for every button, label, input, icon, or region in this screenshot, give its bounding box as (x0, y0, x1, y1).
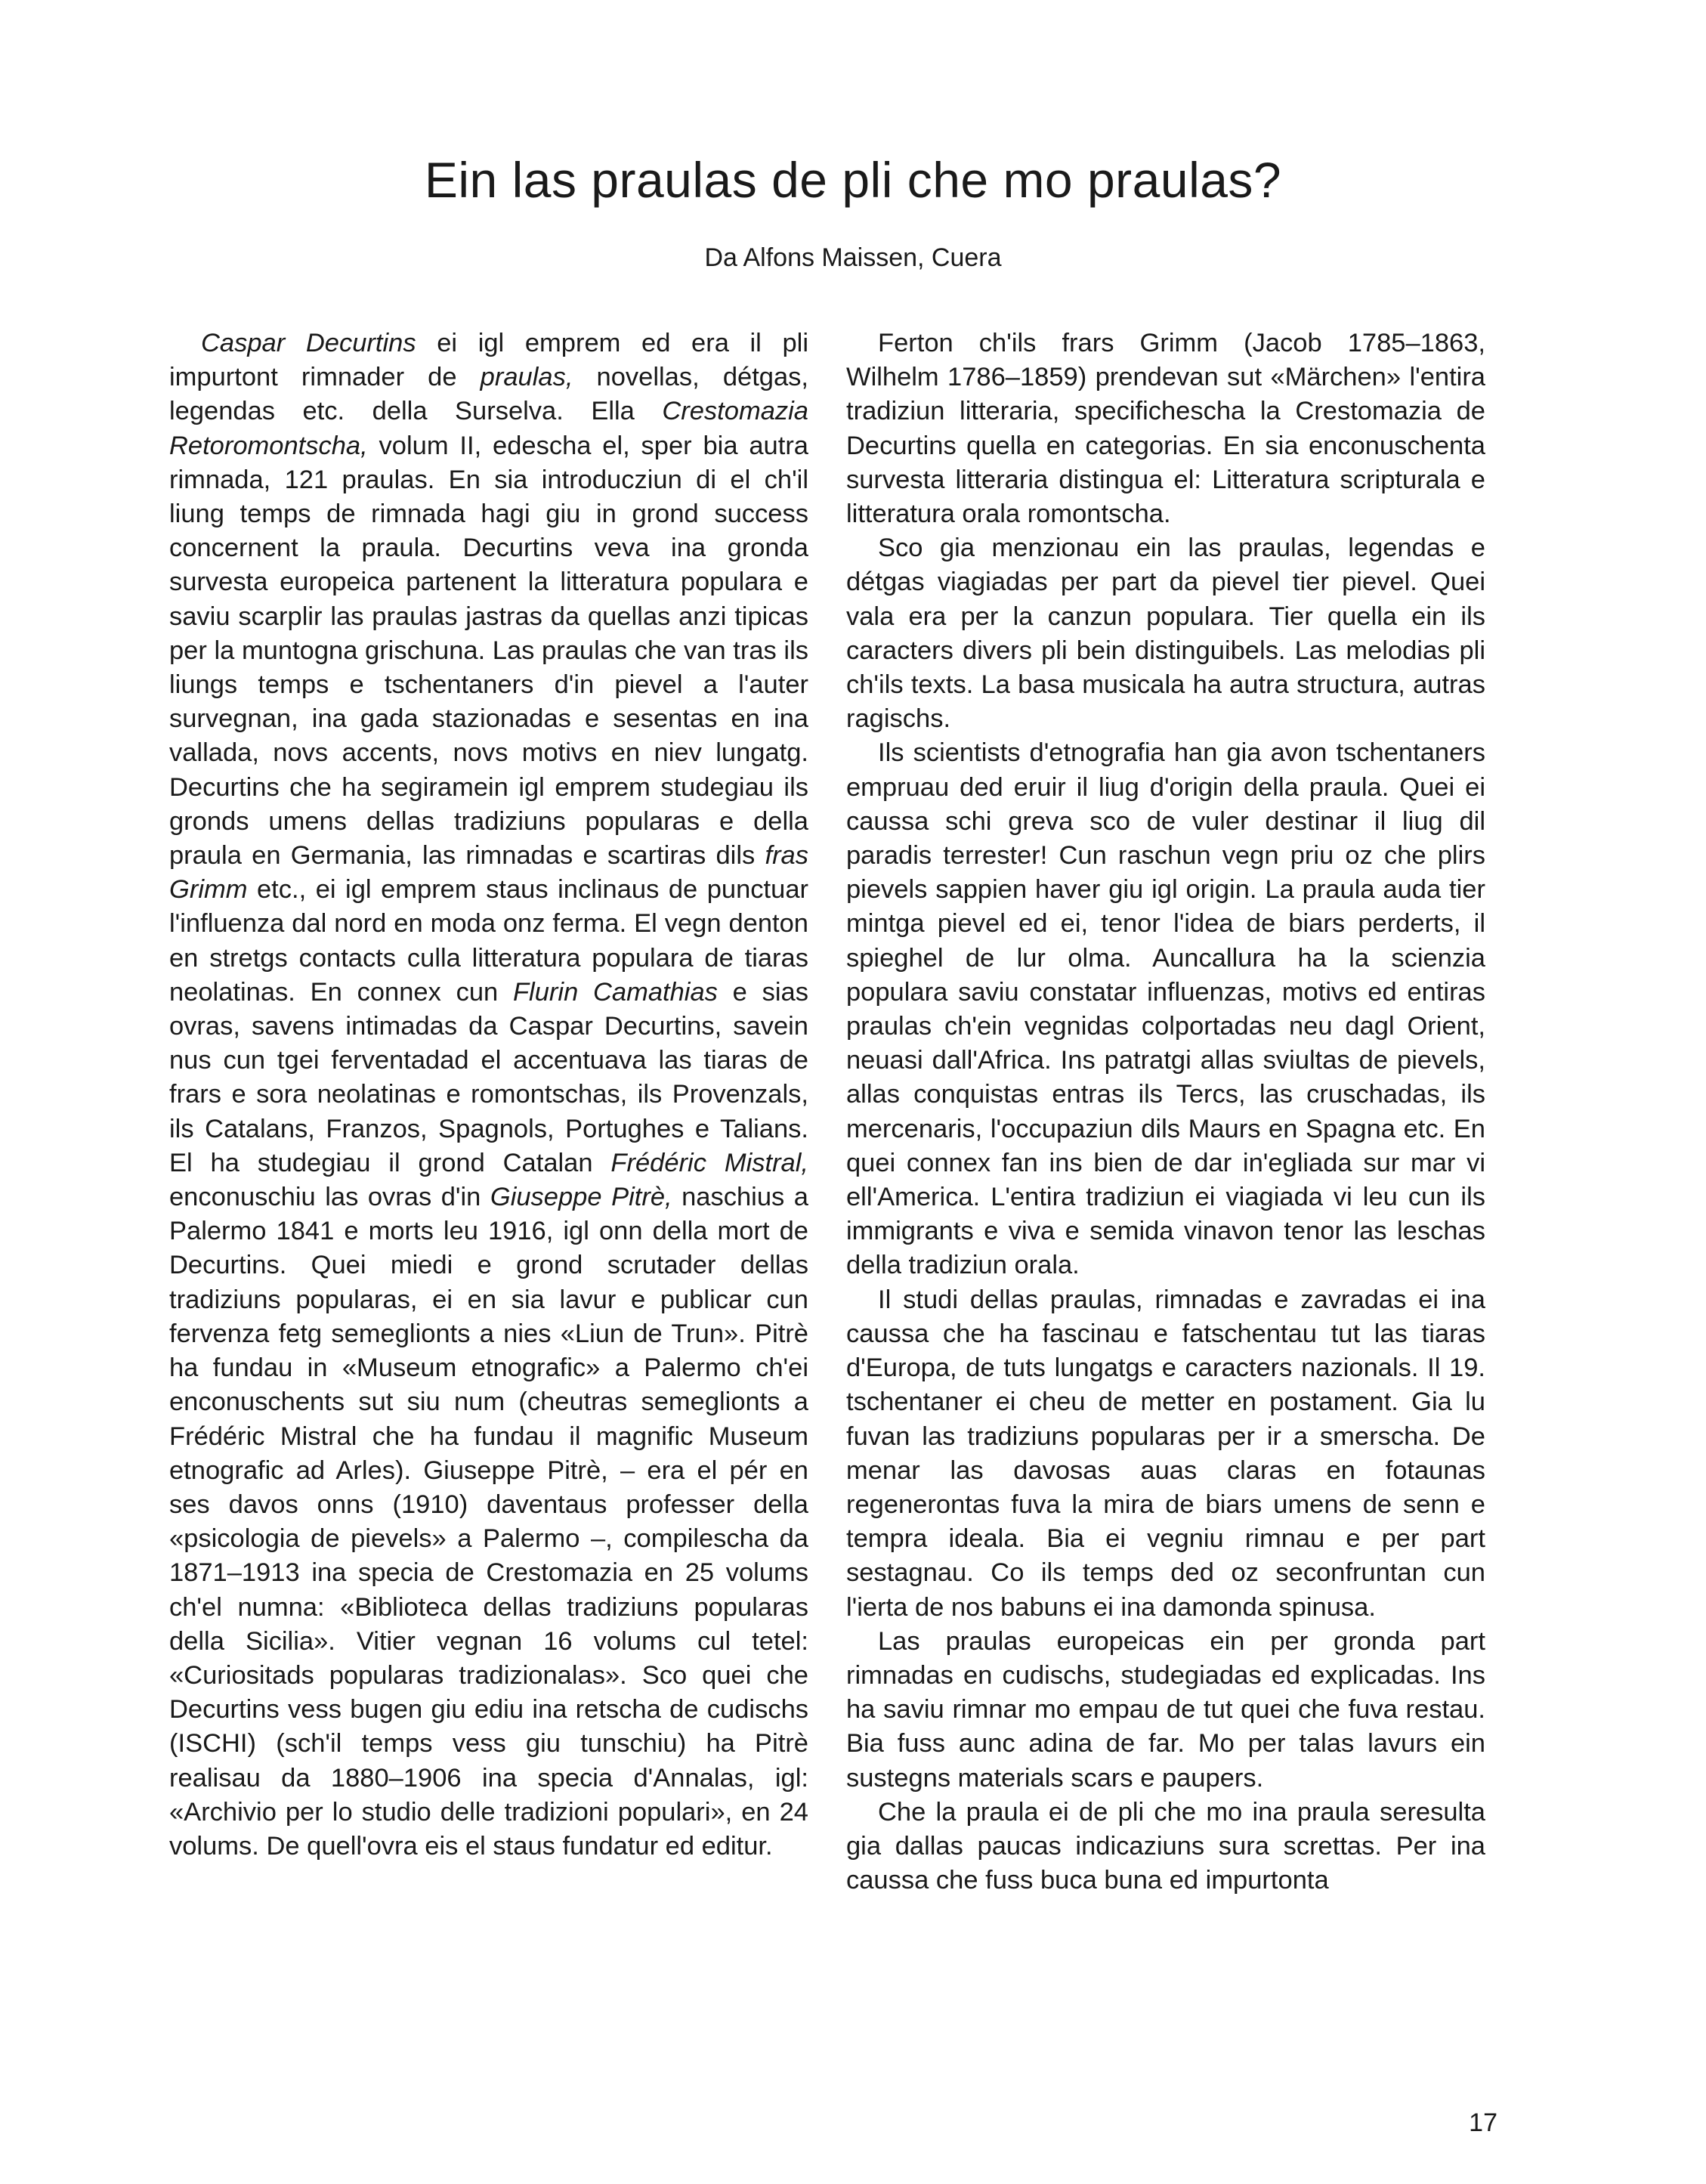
right-paragraph-3: Ils scientists d'etnografia han gia avon tschentaners empruau ded eruir il liug d'origin della praula. Quei ei caussa schi greva sco de vuler destinar il liug dil paradis terrester! Cun raschun vegn priu oz che plirs pievels sappien haver giu igl origin. La praula auda tier mintga pievel ed ei, tenor l'idea de biars perderts, il spieghel de lur olma. Auncallura ha la scienzia populara saviu constatar influenzas, motivs ed entiras praulas ch'ein vegnidas colportadas neu dagl Orient, neuasi dall'Africa. Ins patratgi allas sviultas de pievels, allas conquistas entras ils Tercs, las cruschadas, ils mercenaris, l'occupaziun dils Maurs en Spagna etc. En quei connex fan ins bien de dar in'egliada sur mar vi ell'America. L'entira tradiziun ei viagiada vi leu cun ils immigrants e viva e semida vinavon tenor las leschas della tradiziun orala. (846, 738, 1485, 1280)
text-run: enconuschiu las ovras d'in (169, 1183, 490, 1212)
article-title: Ein las praulas de pli che mo praulas? (424, 152, 1282, 208)
text-run: Giuseppe Pitrè, (490, 1183, 672, 1212)
text-run: naschius a Palermo 1841 e morts leu 1916, igl onn della mort de Decurtins. Quei miedi e grond scrutader dellas tradiziuns popularas, ei en sia lavur e publicar cun fervenza fetg semeglionts a nies «Liun de Trun». Pitrè ha fundau in «Museum etnografic» a Palermo ch'ei enconuschents sut siu num (cheutras semeglionts a Frédéric Mistral che ha fundau il magnific Museum etnografic ad Arles). Giuseppe Pitrè, – era el pér en ses davos onns (1910) daventaus professer della «psicologia de pievels» a Palermo –, compilescha da 1871–1913 ina specia de Crestomazia en 25 volums ch'el numna: «Biblioteca dellas tradiziuns popularas della Sicilia». Vitier vegnan 16 volums cul tetel: «Curiositads popularas tradizionalas». Sco quei che Decurtins vess bugen giu ediu ina retscha de cudischs (ISCHI) (sch'il temps vess giu tunschiu) ha Pitrè realisau da 1880–1906 ina specia d'Annalas, igl: «Archivio per lo studio delle tradizioni populari», en 24 volums. De quell'ovra eis el staus fundatur ed editur. (169, 1183, 808, 1861)
text-run: etc., ei igl emprem staus inclinaus de punctuar l'influenza dal nord en moda onz ferma. El vegn denton en stretgs contacts culla litteratura populara de tiaras neolatinas. En connex cun (169, 875, 808, 1007)
text-run: e sias ovras, savens intimadas da Caspar Decurtins, savein nus cun tgei ferventadad el accentuava las tiaras de frars e sora neolatinas e romontschas, ils Provenzals, ils Catalans, Franzos, Spagnols, Portughes e Talians. El ha studegiau il grond Catalan (169, 977, 808, 1177)
right-paragraph-6: Che la praula ei de pli che mo ina praula seresulta gia dallas paucas indicaziuns sura screttas. Per ina caussa che fuss buca buna ed impurtonta (846, 1797, 1485, 1895)
text-run: praulas, (480, 363, 573, 392)
text-run: novellas, détgas, legendas etc. della Surselva. Ella (169, 363, 808, 426)
right-paragraph-2: Sco gia menzionau ein las praulas, legendas e détgas viagiadas per part da pievel tier pievel. Quei vala era per la canzun populara. Tier quella ein ils caracters divers pli bein distinguibels. Las melodias pli ch'ils texts. La basa musicala ha autra structura, autras ragischs. (846, 534, 1485, 734)
left-paragraph (169, 326, 808, 1864)
right-paragraph-5: Las praulas europeicas ein per gronda part rimnadas en cudischs, studegiadas ed explicadas. Ins ha saviu rimnar mo empau de tut quei che fuva restau. Bia fuss aunc adina de far. Mo per talas lavurs ein sustegns materials scars e paupers. (846, 1626, 1485, 1793)
text-run: Crestomazia Retoromontscha, (169, 397, 808, 460)
right-paragraph-4: Il studi dellas praulas, rimnadas e zavradas ei ina caussa che ha fascinau e fatschentau tut las tiaras d'Europa, de tuts lungatgs e caracters nazionals. Il 19. tschentaner ei cheu de metter en postament. Gia lu fuvan las tradiziuns popularas per ir a smerscha. De menar las davosas auas claras en fotaunas regenerontas fuva la mira de biars umens de senn e tempra ideala. Bia ei vegniu rimnau e per part sestagnau. Co ils temps ded oz seconfruntan cun l'ierta de nos babuns ei ina damonda spinusa. (846, 1285, 1485, 1622)
text-run: Flurin Camathias (512, 977, 718, 1007)
author-byline: Da Alfons Maissen, Cuera (704, 243, 1002, 272)
text-run: Frédéric Mistral, (610, 1148, 808, 1177)
page-number: 17 (1469, 2108, 1497, 2137)
left-column (169, 326, 808, 1864)
text-run: ei igl emprem ed era il pli impurtont rimnader de (169, 329, 808, 392)
text-run: volum II, edescha el, sper bia autra rimnada, 121 praulas. En sia introducziun di el ch'il liung temps de rimnada hagi giu in grond success concernent la praula. Decurtins veva ina gronda survesta europeica partenent la litteratura populara e saviu scarplir las praulas jastras da quellas anzi tipicas per la muntogna grischuna. Las praulas che van tras ils liungs temps e tschentaners d'in pievel a l'auter survegnan, ina gada stazionadas e sesentas en ina vallada, novs accents, novs motivs en niev lungatg. Decurtins che ha segiramein igl emprem studegiau ils gronds umens dellas tradiziuns popularas e della praula en Germania, las rimnadas e scartiras dils (169, 431, 808, 871)
right-paragraph-1: Ferton ch'ils frars Grimm (Jacob 1785–1863, Wilhelm 1786–1859) prendevan sut «Märchen» l'entira tradiziun litteraria, specifichescha la Crestomazia de Decurtins quella en categorias. En sia enconuschenta survesta litteraria distingua el: Litteratura scripturala e litteratura orala romontscha. (846, 329, 1485, 529)
text-run: fras Grimm (169, 841, 808, 905)
right-column (846, 326, 1485, 1898)
text-run: Caspar Decurtins (201, 329, 416, 357)
